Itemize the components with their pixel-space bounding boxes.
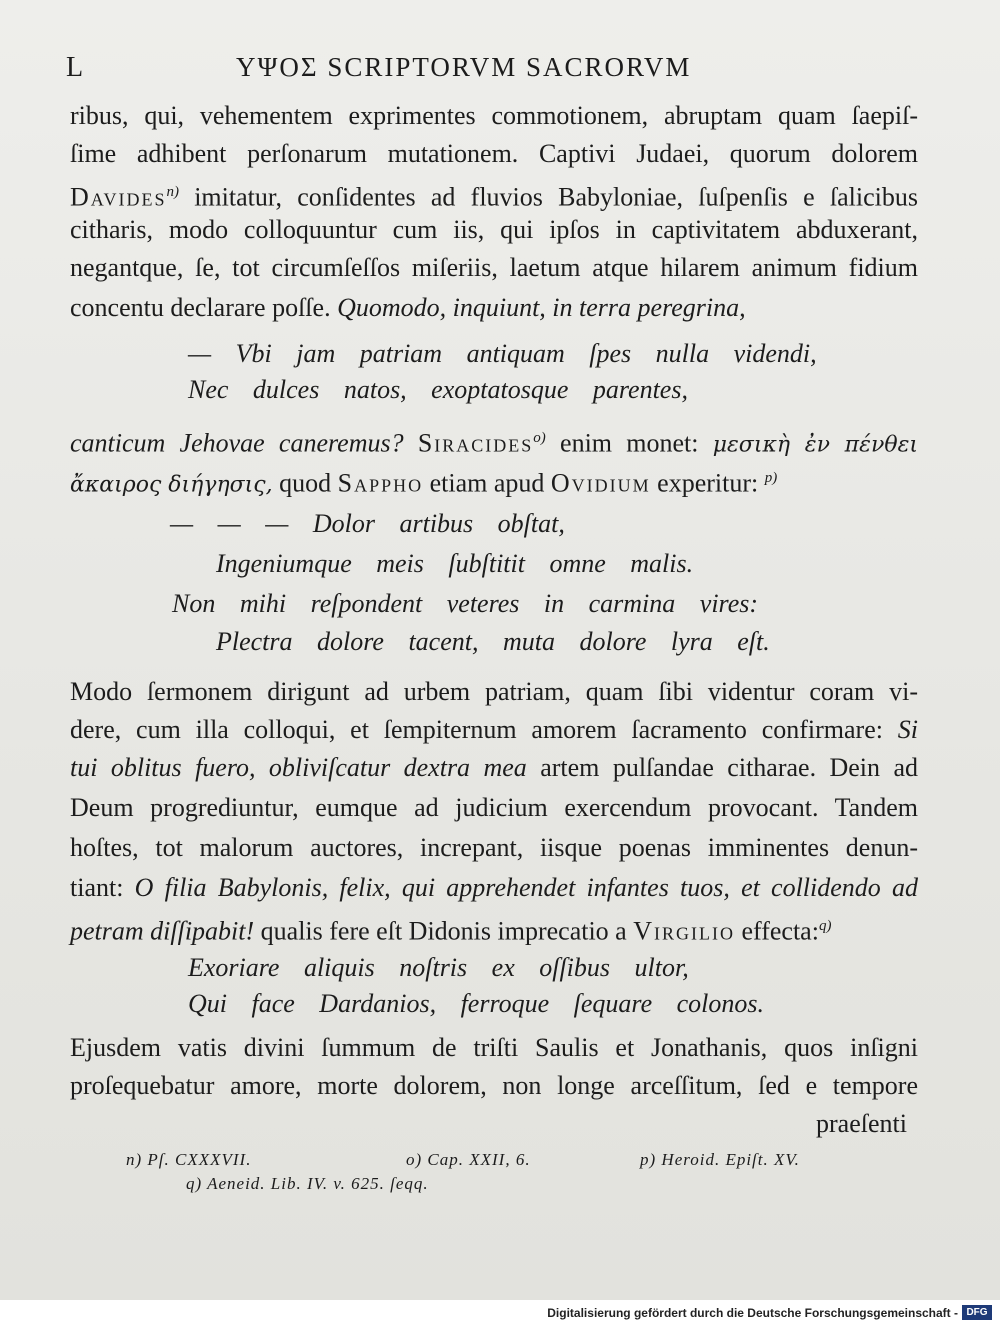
footnote-ref: n): [166, 184, 179, 200]
proper-name: Siracides: [417, 428, 534, 458]
greek-text: μεσικὴ ἐν πένθει: [712, 432, 918, 458]
text-line: Deum progrediuntur, eumque ad judicium exercendum provocant. Tandem: [70, 793, 918, 822]
running-title: ΥΨΟΣ SCRIPTORVM SACRORVM: [236, 52, 692, 82]
text-line: concentu declarare poſſe. Quomodo, inquiunt, in terra peregrina,: [70, 293, 746, 322]
verse-line: Exoriare aliquis noſtris ex oſſibus ultor,: [188, 953, 689, 982]
verse-line: — Vbi jam patriam antiquam ſpes nulla videndi,: [188, 339, 817, 368]
footnote: n) Pſ. CXXXVII.: [126, 1150, 252, 1169]
verse-line: Plectra dolore tacent, muta dolore lyra eſt.: [216, 627, 770, 656]
proper-name: Sappho: [337, 468, 424, 498]
page-number: L: [66, 52, 84, 83]
text-line: ſime adhibent perſonarum mutationem. Captivi Judaei, quorum dolorem: [70, 139, 918, 168]
text-line: tiant: O filia Babylonis, felix, qui apprehendet infantes tuos, et collidendo ad: [70, 873, 918, 902]
text-line: citharis, modo colloquuntur cum iis, qui ipſos in captivitatem abduxerant,: [70, 215, 918, 244]
footnote-ref: o): [533, 430, 546, 446]
proper-name: Davides: [70, 182, 167, 212]
verse-line: Nec dulces natos, exoptatosque parentes,: [188, 375, 688, 404]
footnote: o) Cap. XXII, 6.: [406, 1150, 531, 1169]
verse-line: Non mihi reſpondent veteres in carmina vires:: [172, 589, 759, 618]
text-line: Davides$^{n)}$ imitatur, conſidentes ad fluvios Babyloniae, ſuſpenſis e ſalicibus: [70, 182, 918, 212]
catchword: praeſenti: [816, 1109, 907, 1138]
proper-name: Virgilio: [633, 916, 735, 946]
text-line: Modo ſermonem dirigunt ad urbem patriam, quam ſibi videntur coram vi-: [70, 677, 918, 706]
text-line: canticum Jehovae caneremus? Siracides$^{o)}$ enim monet: μεσικὴ ἐν πένθει: [70, 428, 918, 458]
italic-quote: Quomodo, inquiunt, in terra peregrina,: [337, 293, 746, 322]
verse-line: — — — Dolor artibus obſtat,: [170, 509, 565, 538]
text-line: petram diſſipabit! qualis fere eſt Didonis imprecatio a Virgilio effecta:$^{q)}$: [70, 916, 832, 946]
text-line: tui oblitus fuero, obliviſcatur dextra mea artem pulſandae citharae. Dein ad: [70, 753, 918, 782]
funding-credit: Digitalisierung gefördert durch die Deutsche Forschungsgemeinschaft -: [547, 1306, 958, 1320]
footnote-ref: q): [818, 918, 832, 934]
text-line: dere, cum illa colloqui, et ſempiternum amorem ſacramento confirmare: Si: [70, 715, 919, 744]
verse-line: Qui face Dardanios, ferroque ſequare colonos.: [188, 989, 764, 1018]
text-line: hoſtes, tot malorum auctores, increpant, iisque poenas imminentes denun-: [70, 833, 918, 862]
greek-text: ἄκαιρος διήγησις,: [70, 472, 273, 498]
text-line: Ejusdem vatis divini ſummum de triſti Saulis et Jonathanis, quos inſigni: [70, 1033, 918, 1062]
text-line: ἄκαιρος διήγησις, quod Sappho etiam apud Ovidium experitur: $^{p)}$: [70, 468, 778, 498]
text-line: ribus, qui, vehementem exprimentes commotionem, abruptam quam ſaepiſ-: [70, 101, 918, 130]
verse-line: Ingeniumque meis ſubſtitit omne malis.: [216, 549, 694, 578]
dfg-logo: DFG: [962, 1305, 992, 1320]
text-line: proſequebatur amore, morte dolorem, non longe arceſſitum, ſed e tempore: [70, 1071, 918, 1100]
footnote: p) Heroid. Epiſt. XV.: [640, 1150, 800, 1169]
footnote-ref: p): [764, 470, 778, 486]
digitization-footer: [0, 1300, 1000, 1327]
proper-name: Ovidium: [550, 468, 651, 498]
text-line: negantque, ſe, tot circumſeſſos miſeriis, laetum atque hilarem animum fidium: [70, 253, 918, 282]
running-header: [66, 48, 930, 88]
footnote: q) Aeneid. Lib. IV. v. 625. ſeqq.: [186, 1174, 429, 1193]
